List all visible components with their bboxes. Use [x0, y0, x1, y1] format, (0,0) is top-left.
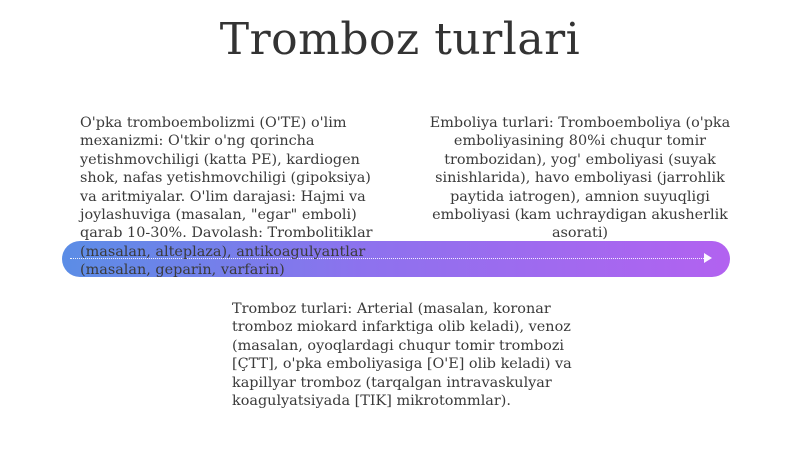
text-block-embolism-types: Emboliya turlari: Tromboemboliya (o'pka emboliyasining 80%i chuqur tomir trombozidan), yog' emboliyasi (suyak sinishlarida), havo emboliyasi (jarrohlik paytida iatrogen), amnion suyuqligi emboliyasi (kam uchraydigan akusherlik asorati): [429, 115, 731, 242]
arrow-right-icon: [704, 253, 712, 263]
slide-title: Tromboz turlari: [219, 14, 581, 65]
text-block-thrombosis-types: Tromboz turlari: Arterial (masalan, koronar tromboz miokard infarktiga olib keladi), venoz (masalan, oyoqlardagi chuqur tomir trombozi [ÇTT], o'pka emboliyasiga [O'E] olib keladi) va kapillyar tromboz (tarqalgan intravaskulyar koagulyatsiyada [TIK] mikrotommlar).: [232, 301, 572, 410]
text-block-pe-mechanism: O'pka tromboembolizmi (O'TE) o'lim mexanizmi: O'tkir o'ng qorincha yetishmovchiligi (katta PE), kardiogen shok, nafas yetishmovchiligi (gipoksiya) va aritmiyalar. O'lim darajasi: Hajmi va joylashuviga (masalan, "egar" emboli) qarab 10-30%. Davolash: Trombolitiklar (masalan, alteplaza), antikoagulyantlar (masalan, geparin, varfarin): [80, 115, 373, 279]
